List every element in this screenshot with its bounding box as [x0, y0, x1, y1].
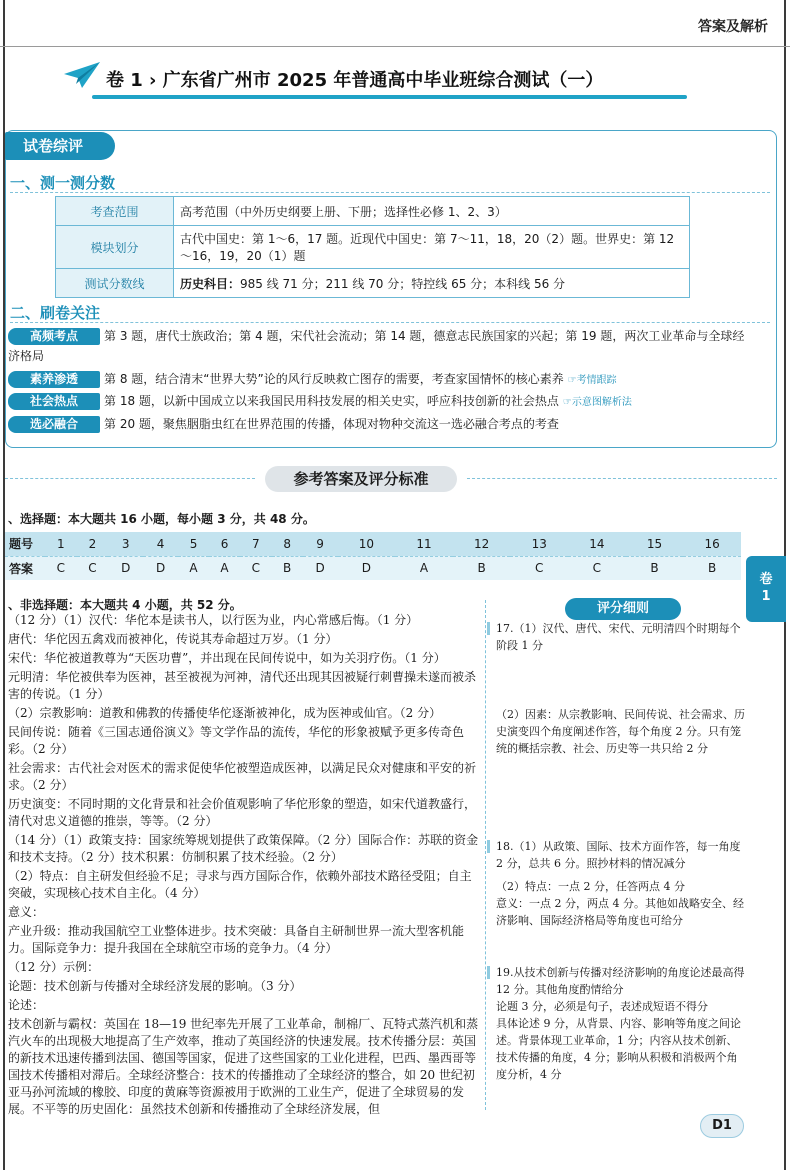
- title-underline: [92, 95, 687, 99]
- detail-text: （2）因素：从宗教影响、民间传说、社会需求、历史演变四个角度阐述作答，每个角度 2 分。只有笼统的概括宗教、社会、历史等一共只给 2 分: [496, 708, 745, 755]
- answer-key: C: [77, 556, 109, 580]
- answer-paragraph: （2）宗教影响：道教和佛教的传播使华佗逐渐被神化，成为医神或仙官。（2 分）: [8, 706, 442, 720]
- header-rule: [0, 46, 790, 47]
- answer-paragraph: 元明清：华佗被供奉为医神，甚至被视为河神，清代还出现其因被疑行刺曹操未遂而被杀害的传说。（1 分）: [8, 670, 477, 701]
- column-divider: [485, 600, 486, 1110]
- answer-paragraph: 民间传说：随着《三国志通俗演义》等文学作品的流传，华佗的形象被赋予更多传奇色彩。（2 分）: [8, 725, 465, 756]
- scoring-detail-17: [496, 620, 746, 654]
- focus-item: [8, 413, 559, 435]
- answer-paragraph: 宋代：华佗被道教尊为“天医功曹”，并出现在民间传说中，如为关羽疗伤。（1 分）: [8, 651, 446, 665]
- answer-label: 答案: [5, 556, 45, 580]
- table-row: [56, 197, 690, 226]
- answer-key: D: [108, 556, 143, 580]
- focus-text: 济格局: [8, 349, 45, 363]
- side-tab-number: 1: [761, 589, 771, 604]
- answer-key: A: [209, 556, 240, 580]
- answer-body: [8, 612, 480, 1120]
- question-number: 3: [108, 532, 143, 556]
- number-label: 题号: [5, 532, 45, 556]
- question-number: 14: [568, 532, 626, 556]
- header-label: 答案及解析: [698, 19, 768, 35]
- scoring-detail-18: [496, 838, 746, 872]
- detail-text: 论题 3 分，必须是句子，表述成短语不得分: [496, 1000, 708, 1013]
- scoring-detail-18-2: [496, 878, 746, 895]
- question-number: 2: [77, 532, 109, 556]
- section-rule: [10, 322, 770, 323]
- focus-item: [8, 325, 744, 347]
- answer-paragraph: 历史演变：不同时期的文化背景和社会价值观影响了华佗形象的塑造，如宋代道教盛行，清代对忠义道德的推崇，等等。（2 分）: [8, 797, 477, 828]
- focus-item: [8, 390, 632, 414]
- answer-key: D: [143, 556, 178, 580]
- answer-key: A: [395, 556, 453, 580]
- answer-key: A: [178, 556, 209, 580]
- scoring-detail-19: [496, 964, 746, 998]
- answer-key: B: [683, 556, 741, 580]
- paper-plane-icon: [62, 60, 102, 90]
- focus-tag: 高频考点: [8, 328, 100, 345]
- answers-heading: [5, 466, 777, 492]
- question-number: 9: [303, 532, 338, 556]
- side-tab-label: 卷: [759, 572, 773, 587]
- table-head-cell: 考查范围: [56, 197, 174, 226]
- answer-key: D: [303, 556, 338, 580]
- choice-section-label: 、选择题：本大题共 16 小题，每小题 3 分，共 48 分。: [8, 512, 315, 526]
- score-lines: 985 线 71 分；211 线 70 分；特控线 65 分；本科线 56 分: [240, 276, 566, 291]
- question-number: 1: [45, 532, 77, 556]
- title-text: 卷 1 › 广东省广州市 2025 年普通高中毕业班综合测试（一）: [106, 70, 604, 91]
- answer-paragraph: 论述：: [8, 998, 45, 1012]
- question-number: 7: [240, 532, 272, 556]
- answer-paragraph: 技术创新与霸权：英国在 18—19 世纪率先开展了工业革命，制棉厂、瓦特式蒸汽机和蒸汽火车的出现极大地提高了生产效率，推动了英国经济的快速发展。技术传播分层：英国的新技术迅速传播到法国、德国等国家，促进了这些国家的工业化进程，巴西、墨西哥等国技术传播相对滞后。全球经济整合：技术的传播推动了全球经济的整合，如 20 世纪初亚马孙河流域的橡胶、印度的黄麻等资源被用于欧洲的工业生产，促进了全球贸易的发展。不平等的历史固化：虽然技术创新和传播推动了全球经济发展，但: [8, 1017, 479, 1116]
- scoring-detail-17-2: [496, 706, 746, 757]
- focus-text: 第 20 题，聚焦胭脂虫红在世界范围的传播，体现对物种交流这一选必融合考点的考查: [104, 417, 559, 431]
- heading-rule: [467, 478, 777, 479]
- question-number: 12: [453, 532, 511, 556]
- scoring-detail-19-2: [496, 998, 746, 1015]
- detail-text: 18.（1）从政策、国际、技术方面作答，每一角度 2 分，总共 6 分。照抄材料的情况减分: [496, 840, 741, 870]
- detail-marker: [487, 840, 490, 853]
- answer-paragraph: （12 分）（1）汉代：华佗本是读书人，以行医为业，内心常感后悔。（1 分）: [8, 613, 419, 627]
- question-number: 8: [272, 532, 303, 556]
- question-number: 16: [683, 532, 741, 556]
- page-number: D1: [700, 1114, 744, 1138]
- scoring-detail-19-3: [496, 1015, 746, 1083]
- table-cell: [174, 269, 690, 298]
- detail-text: 17.（1）汉代、唐代、宋代、元明清四个时期每个阶段 1 分: [496, 622, 741, 652]
- volume-side-tab[interactable]: [746, 556, 786, 622]
- answer-key-row: [5, 556, 741, 580]
- answer-paragraph: 唐代：华佗因五禽戏而被神化，传说其寿命超过万岁。（1 分）: [8, 632, 338, 646]
- section-rule: [10, 192, 770, 193]
- focus-note[interactable]: ☞示意图解析法: [562, 397, 632, 408]
- detail-marker: [487, 966, 490, 979]
- scope-table: [55, 196, 690, 298]
- question-number: 4: [143, 532, 178, 556]
- review-tab: 试卷综评: [5, 132, 115, 160]
- answer-key: C: [510, 556, 568, 580]
- table-head-cell: 测试分数线: [56, 269, 174, 298]
- question-number: 6: [209, 532, 240, 556]
- paper-title: [62, 56, 682, 100]
- focus-item-continued: [8, 345, 44, 367]
- answer-key: B: [272, 556, 303, 580]
- answer-paragraph: （14 分）（1）政策支持：国家统筹规划提供了政策保障。（2 分）国际合作：苏联的资金和技术支持。（2 分）技术积累：仿制积累了技术经验。（2 分）: [8, 833, 479, 864]
- detail-text: 具体论述 9 分，从背景、内容、影响等角度之间论述。背景体现工业革命，1 分；内容从技术创新、技术传播的角度，4 分；影响从积极和消极两个角度分析，4 分: [496, 1017, 741, 1081]
- focus-note[interactable]: ☞考情跟踪: [567, 375, 617, 386]
- focus-tag: 素养渗透: [8, 371, 100, 388]
- score-subject-label: 历史科目：: [180, 276, 241, 291]
- scoring-detail-title: 评分细则: [565, 598, 681, 620]
- question-number: 13: [510, 532, 568, 556]
- focus-tag: 社会热点: [8, 393, 100, 410]
- question-number: 15: [626, 532, 684, 556]
- focus-item: [8, 368, 617, 392]
- answer-key: C: [568, 556, 626, 580]
- answer-key: B: [626, 556, 684, 580]
- answer-key: C: [240, 556, 272, 580]
- question-number: 5: [178, 532, 209, 556]
- answer-paragraph: （2）特点：自主研发但经验不足；寻求与西方国际合作，依赖外部技术路径受阻；自主突破，实现核心技术自主化。（4 分）: [8, 869, 472, 900]
- scoring-detail-18-3: [496, 895, 746, 929]
- detail-marker: [487, 622, 490, 635]
- answer-table: [5, 532, 741, 580]
- detail-text: 19.从技术创新与传播对经济影响的角度论述最高得 12 分。其他角度酌情给分: [496, 966, 745, 996]
- table-cell: 古代中国史：第 1～6，17 题。近现代中国史：第 7～11，18，20（2）题。世界史：第 12～16，19，20（1）题: [174, 226, 690, 269]
- answer-paragraph: （12 分）示例：: [8, 960, 100, 974]
- answer-number-row: [5, 532, 741, 556]
- table-cell: 高考范围（中外历史纲要上册、下册；选择性必修 1、2、3）: [174, 197, 690, 226]
- answer-key: B: [453, 556, 511, 580]
- table-row: [56, 226, 690, 269]
- focus-text: 第 3 题，唐代士族政治；第 4 题，宋代社会流动；第 14 题，德意志民族国家的兴起；第 19 题，两次工业革命与全球经: [104, 329, 745, 343]
- table-head-cell: 模块划分: [56, 226, 174, 269]
- answer-paragraph: 社会需求：古代社会对医术的需求促使华佗被塑造成医神，以满足民众对健康和平安的祈求。（2 分）: [8, 761, 477, 792]
- section-focus-title: 二、刷卷关注: [10, 304, 101, 322]
- answer-key: D: [338, 556, 396, 580]
- focus-text: 第 18 题，以新中国成立以来我国民用科技发展的相关史实，呼应科技创新的社会热点: [104, 394, 559, 408]
- table-row: [56, 269, 690, 298]
- section-score-title: 一、测一测分数: [10, 174, 116, 192]
- nonchoice-section-label: 、非选择题：本大题共 4 小题，共 52 分。: [8, 598, 242, 612]
- answer-key: C: [45, 556, 77, 580]
- answer-paragraph: 论题：技术创新与传播对全球经济发展的影响。（3 分）: [8, 979, 302, 993]
- heading-rule: [5, 478, 255, 479]
- detail-text: （2）特点：一点 2 分，任答两点 4 分: [496, 880, 685, 893]
- question-number: 11: [395, 532, 453, 556]
- detail-text: 意义：一点 2 分，两点 4 分。其他如战略安全、经济影响、国际经济格局等角度也可给分: [496, 897, 744, 927]
- answer-paragraph: 意义：: [8, 905, 45, 919]
- answer-paragraph: 产业升级：推动我国航空工业整体进步。技术突破：具备自主研制世界一流大型客机能力。国际竞争力：提升我国在全球航空市场的竞争力。（4 分）: [8, 924, 465, 955]
- question-number: 10: [338, 532, 396, 556]
- focus-tag: 选必融合: [8, 416, 100, 433]
- answers-title: 参考答案及评分标准: [265, 466, 457, 492]
- focus-text: 第 8 题，结合清末“世界大势”论的风行反映救亡图存的需要，考查家国情怀的核心素养: [104, 372, 564, 386]
